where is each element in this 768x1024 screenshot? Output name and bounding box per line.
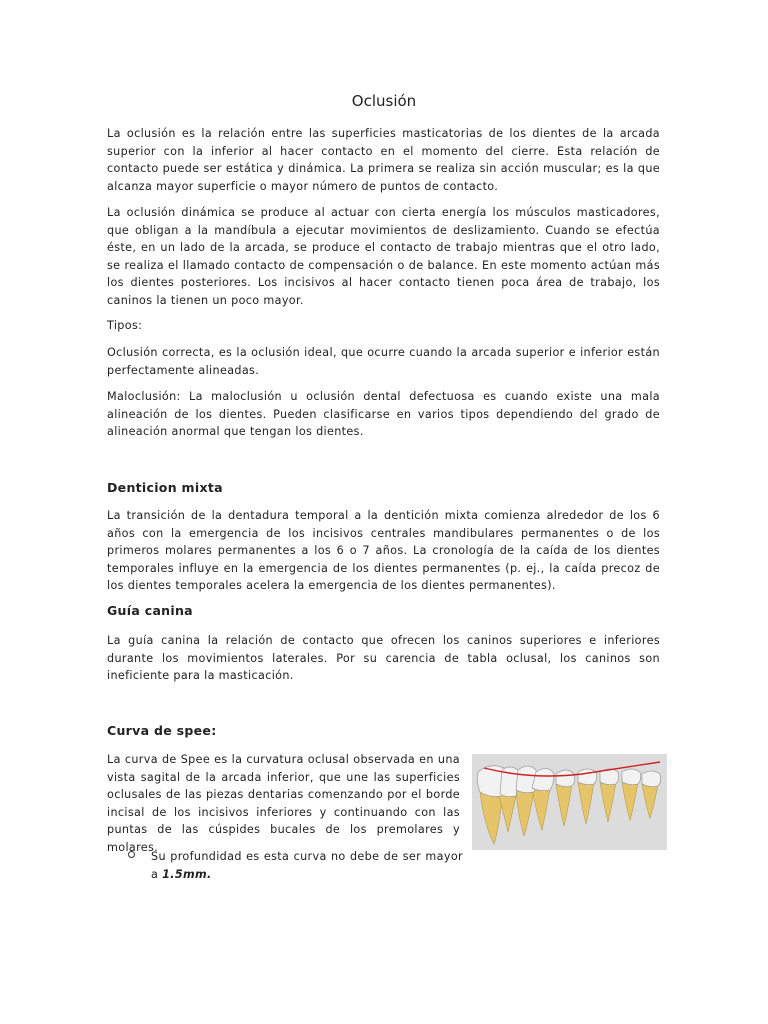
heading-guia-canina: Guía canina [107,603,193,618]
list-item [128,848,463,883]
page-title: Oclusión [351,92,417,110]
heading-denticion-mixta: Denticion mixta [107,480,223,495]
paragraph-denticion-mixta: La transición de la dentadura temporal a la dentición mixta comienza alrededor de los 6 años con la emergencia de los incisivos centrales mandibulares permanentes o de los primeros molares permanentes a los 6 o 7 años. La cronología de la caída de los dientes temporales influye en la emergencia de los dientes permanentes (p. ej., la caída precoz de los dientes temporales acelera la emergencia de los dientes permanentes). [107,509,660,593]
bullet-value: 1.5mm. [162,867,212,881]
paragraph-oclusion-definition: La oclusión es la relación entre las superficies masticatorias de los dientes de la arcada superior con la inferior al hacer contacto en el momento del cierre. Esta relación de contacto puede ser estática y dinámica. La primera se realiza sin acción muscular; es la que alcanza mayor superficie o mayor número de puntos de contacto. [107,127,660,193]
hollow-circle-bullet-icon [128,851,135,858]
bullet-text-main: Su profundidad es esta curva no debe de ser mayor a [151,850,463,881]
paragraph-curva-de-spee: La curva de Spee es la curvatura oclusal observada en una vista sagital de la arcada inferior, que une las superficies oclusales de las piezas dentarias comenzando por el borde incisal de los incisivos inferiores y continuando con las puntas de las cúspides bucales de los premolares y molares. [107,753,460,854]
paragraph-oclusion-dinamica: La oclusión dinámica se produce al actuar con cierta energía los músculos masticadores, que obligan a la mandíbula a ejecutar movimientos de deslizamiento. Cuando se efectúa éste, en un lado de la arcada, se produce el contacto de trabajo mientras que el otro lado, se realiza el llamado contacto de compensación o de balance. En este momento actúan más los dientes posteriores. Los incisivos al hacer contacto tienen poca área de trabajo, los caninos la tienen un poco mayor. [107,206,660,307]
paragraph-maloclusion: Maloclusión: La maloclusión u oclusión dental defectuosa es cuando existe una mala alineación de los dientes. Pueden clasificarse en varios tipos dependiendo del grado de alineación anormal que tengan los dientes. [107,390,660,439]
paragraph-oclusion-correcta: Oclusión correcta, es la oclusión ideal, que ocurre cuando la arcada superior e inferior están perfectamente alineadas. [107,346,660,377]
bullet-text [151,848,463,883]
paragraph-guia-canina: La guía canina la relación de contacto que ofrecen los caninos superiores e inferiores durante los movimientos laterales. Por su carencia de tabla oclusal, los caninos son ineficiente para la masticación. [107,634,660,683]
teeth-diagram-svg [472,754,667,850]
teeth-curve-illustration [472,754,667,850]
heading-curva-de-spee: Curva de spee: [107,723,217,738]
paragraph-tipos: Tipos: [107,319,143,332]
